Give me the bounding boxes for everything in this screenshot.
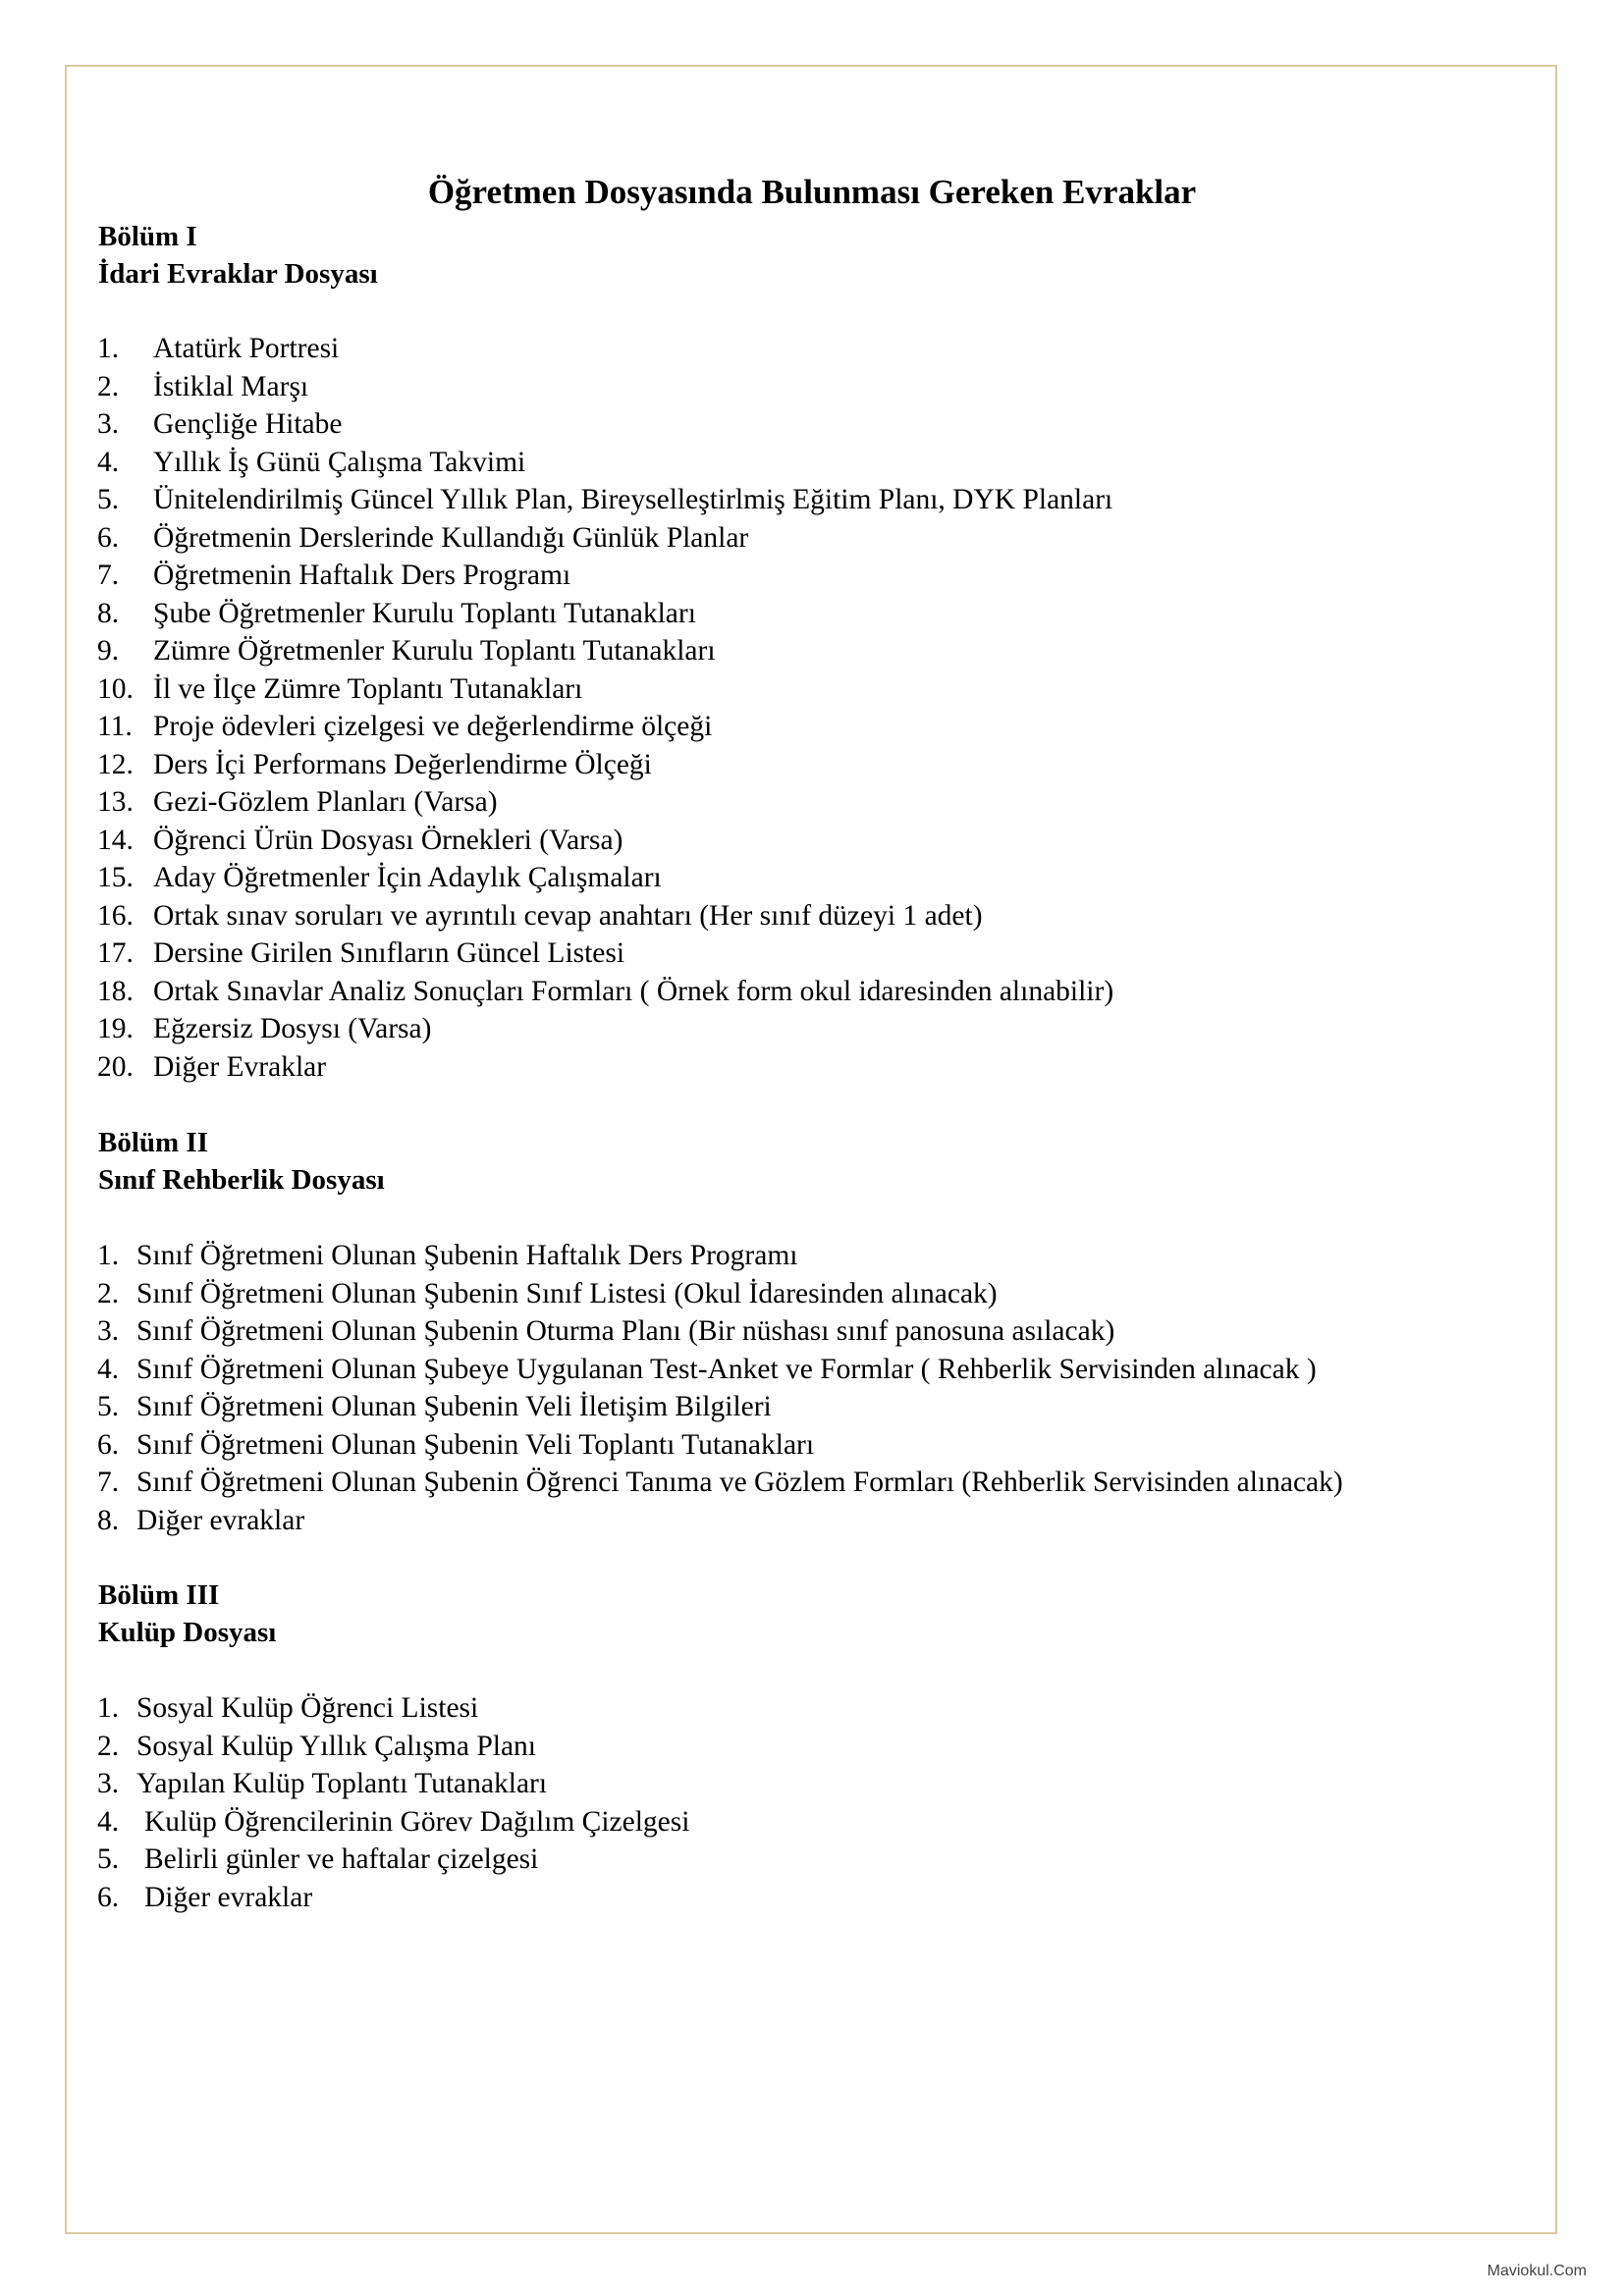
item-text: Sınıf Öğretmeni Olunan Şubenin Veli İletişim Bilgileri (136, 1391, 772, 1422)
item-text: Kulüp Öğrencilerinin Görev Dağılım Çizelgesi (144, 1805, 690, 1838)
item-number: 4. (97, 1805, 120, 1838)
item-number: 10. (97, 672, 134, 705)
list-item (97, 1351, 1343, 1389)
item-text: Belirli günler ve haftalar çizelgesi (144, 1843, 539, 1875)
list-item (97, 708, 1113, 746)
item-number: 11. (97, 711, 133, 742)
item-text: Ünitelendirilmiş Güncel Yıllık Plan, Bireyselleştirlmiş Eğitim Planı, DYK Planları (153, 484, 1113, 515)
item-number: 1. (97, 1240, 120, 1271)
list-item (97, 557, 1113, 595)
item-text: Sınıf Öğretmeni Olunan Şubenin Haftalık Ders Programı (136, 1240, 798, 1271)
item-text: Gençliğe Hitabe (153, 408, 343, 440)
section-2-title: Sınıf Rehberlik Dosyası (98, 1164, 385, 1196)
list-item (97, 444, 1113, 482)
section-1-label: Bölüm I (98, 221, 197, 252)
list-item (97, 1010, 1113, 1048)
item-number: 5. (97, 484, 120, 515)
item-number: 5. (97, 1391, 120, 1422)
list-item (97, 1275, 1343, 1313)
item-text: Sosyal Kulüp Yıllık Çalışma Planı (136, 1730, 536, 1762)
section-2-label: Bölüm II (98, 1127, 209, 1158)
list-item (97, 973, 1113, 1011)
list-item (97, 1841, 689, 1879)
item-text: Gezi-Gözlem Planları (Varsa) (153, 786, 498, 818)
list-item (97, 1388, 1343, 1426)
list-item (97, 1879, 689, 1917)
list-item (97, 746, 1113, 784)
item-number: 16. (97, 899, 134, 932)
item-text: Atatürk Portresi (153, 333, 340, 364)
list-item (97, 405, 1113, 444)
list-item (97, 1728, 689, 1766)
item-number: 6. (97, 1881, 120, 1913)
list-item (97, 1689, 689, 1728)
list-item (97, 1803, 689, 1842)
item-number: 15. (97, 862, 134, 893)
list-item (97, 519, 1113, 558)
item-number: 2. (97, 370, 120, 402)
list-item (97, 822, 1113, 860)
item-number: 4. (97, 1353, 120, 1385)
item-text: Şube Öğretmenler Kurulu Toplantı Tutanakları (153, 597, 696, 629)
item-text: Ders İçi Performans Değerlendirme Ölçeği (153, 748, 652, 780)
item-number: 1. (97, 333, 120, 364)
item-text: Yıllık İş Günü Çalışma Takvimi (153, 446, 526, 478)
section-3-label: Bölüm III (98, 1579, 220, 1611)
list-item (97, 1237, 1343, 1275)
item-text: İstiklal Marşı (153, 370, 309, 402)
item-text: İl ve İlçe Zümre Toplantı Tutanakları (153, 672, 583, 705)
item-number: 20. (97, 1050, 134, 1083)
item-number: 2. (97, 1277, 120, 1309)
item-number: 9. (97, 635, 120, 667)
item-number: 6. (97, 521, 120, 554)
list-item (97, 595, 1113, 633)
item-text: Zümre Öğretmenler Kurulu Toplantı Tutanakları (153, 635, 716, 667)
item-number: 12. (97, 748, 134, 780)
item-text: Öğretmenin Haftalık Ders Programı (153, 560, 571, 591)
list-item (97, 1765, 689, 1803)
list-item (97, 783, 1113, 822)
list-item (97, 897, 1113, 935)
item-number: 17. (97, 937, 134, 969)
list-item (97, 632, 1113, 670)
item-number: 19. (97, 1013, 134, 1044)
item-text: Ortak sınav soruları ve ayrıntılı cevap anahtarı (Her sınıf düzeyi 1 adet) (153, 899, 983, 932)
item-text: Aday Öğretmenler İçin Adaylık Çalışmaları (153, 862, 662, 893)
item-text: Öğretmenin Derslerinde Kullandığı Günlük Planlar (153, 521, 749, 554)
item-text: Proje ödevleri çizelgesi ve değerlendirme ölçeği (153, 711, 713, 742)
list-item (97, 1426, 1343, 1465)
document-title: Öğretmen Dosyasında Bulunması Gereken Evraklar (427, 173, 1197, 211)
item-number: 14. (97, 824, 134, 856)
list-item (97, 670, 1113, 709)
item-text: Sınıf Öğretmeni Olunan Şubenin Öğrenci Tanıma ve Gözlem Formları (Rehberlik Servisinden alınacak) (136, 1467, 1343, 1498)
item-number: 2. (97, 1730, 120, 1762)
item-number: 8. (97, 597, 120, 629)
item-text: Yapılan Kulüp Toplantı Tutanakları (136, 1768, 548, 1799)
list-item (97, 330, 1113, 368)
item-text: Öğrenci Ürün Dosyası Örnekleri (Varsa) (153, 824, 623, 856)
list-item (97, 1464, 1343, 1502)
item-text: Dersine Girilen Sınıfların Güncel Listesi (153, 937, 625, 969)
section-3-title: Kulüp Dosyası (98, 1617, 277, 1648)
item-text: Sınıf Öğretmeni Olunan Şubenin Oturma Planı (Bir nüshası sınıf panosuna asılacak) (136, 1315, 1115, 1347)
item-text: Ortak Sınavlar Analiz Sonuçları Formları ( Örnek form okul idaresinden alınabilir) (153, 975, 1114, 1007)
item-number: 6. (97, 1428, 120, 1461)
list-item (97, 481, 1113, 519)
item-text: Sınıf Öğretmeni Olunan Şubenin Veli Toplantı Tutanakları (136, 1428, 815, 1461)
item-number: 13. (97, 786, 134, 818)
section-3-list (97, 1689, 689, 1916)
section-2-list (97, 1237, 1343, 1539)
item-text: Sosyal Kulüp Öğrenci Listesi (136, 1692, 479, 1724)
item-number: 5. (97, 1843, 120, 1875)
list-item (97, 1048, 1113, 1087)
section-1-title: İdari Evraklar Dosyası (98, 258, 378, 290)
list-item (97, 934, 1113, 973)
item-number: 8. (97, 1504, 120, 1536)
item-number: 3. (97, 1315, 120, 1347)
item-text: Sınıf Öğretmeni Olunan Şubenin Sınıf Listesi (Okul İdaresinden alınacak) (136, 1277, 998, 1309)
list-item (97, 368, 1113, 406)
list-item (97, 859, 1113, 897)
item-number: 18. (97, 975, 134, 1007)
item-text: Diğer Evraklar (153, 1050, 327, 1083)
item-text: Sınıf Öğretmeni Olunan Şubeye Uygulanan Test-Anket ve Formlar ( Rehberlik Servisinden alınacak ) (136, 1353, 1317, 1385)
item-number: 3. (97, 408, 120, 440)
section-1-list (97, 330, 1113, 1086)
item-number: 7. (97, 560, 120, 591)
item-text: Diğer evraklar (136, 1504, 305, 1536)
item-number: 3. (97, 1768, 120, 1799)
list-item (97, 1502, 1343, 1540)
item-number: 1. (97, 1692, 120, 1724)
watermark: Maviokul.Com (1487, 2263, 1587, 2279)
item-text: Eğzersiz Dosysı (Varsa) (153, 1013, 432, 1044)
item-text: Diğer evraklar (144, 1881, 313, 1913)
list-item (97, 1312, 1343, 1351)
item-number: 4. (97, 446, 120, 478)
item-number: 7. (97, 1467, 120, 1498)
